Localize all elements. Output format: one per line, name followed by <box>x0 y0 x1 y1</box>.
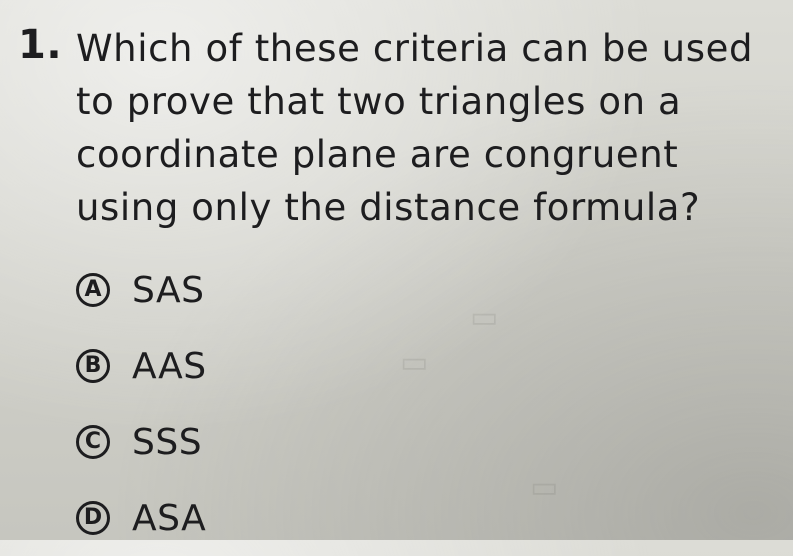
choice-c[interactable] <box>76 404 207 480</box>
bleed-through-mark: ▭ <box>470 300 499 335</box>
choice-b-text: AAS <box>132 345 207 387</box>
question-text <box>76 22 776 234</box>
question-line: coordinate plane are congruent <box>76 133 679 176</box>
choice-d-bubble[interactable]: D <box>76 501 110 535</box>
choice-c-bubble[interactable]: C <box>76 425 110 459</box>
choice-a-text: SAS <box>132 269 205 311</box>
question-number: 1. <box>18 22 63 68</box>
bleed-through-mark: ▭ <box>400 345 429 380</box>
answer-choices <box>76 252 207 556</box>
choice-d-text: ASA <box>132 497 207 539</box>
choice-b-bubble[interactable]: B <box>76 349 110 383</box>
question-line: using only the distance formula? <box>76 186 701 229</box>
choice-d[interactable] <box>76 480 207 556</box>
question-line: Which of these criteria can be used <box>76 27 754 70</box>
choice-a-bubble[interactable]: A <box>76 273 110 307</box>
question-line: to prove that two triangles on a <box>76 80 682 123</box>
choice-a[interactable] <box>76 252 207 328</box>
choice-c-text: SSS <box>132 421 203 463</box>
bleed-through-mark: ▭ <box>530 470 559 505</box>
choice-b[interactable] <box>76 328 207 404</box>
